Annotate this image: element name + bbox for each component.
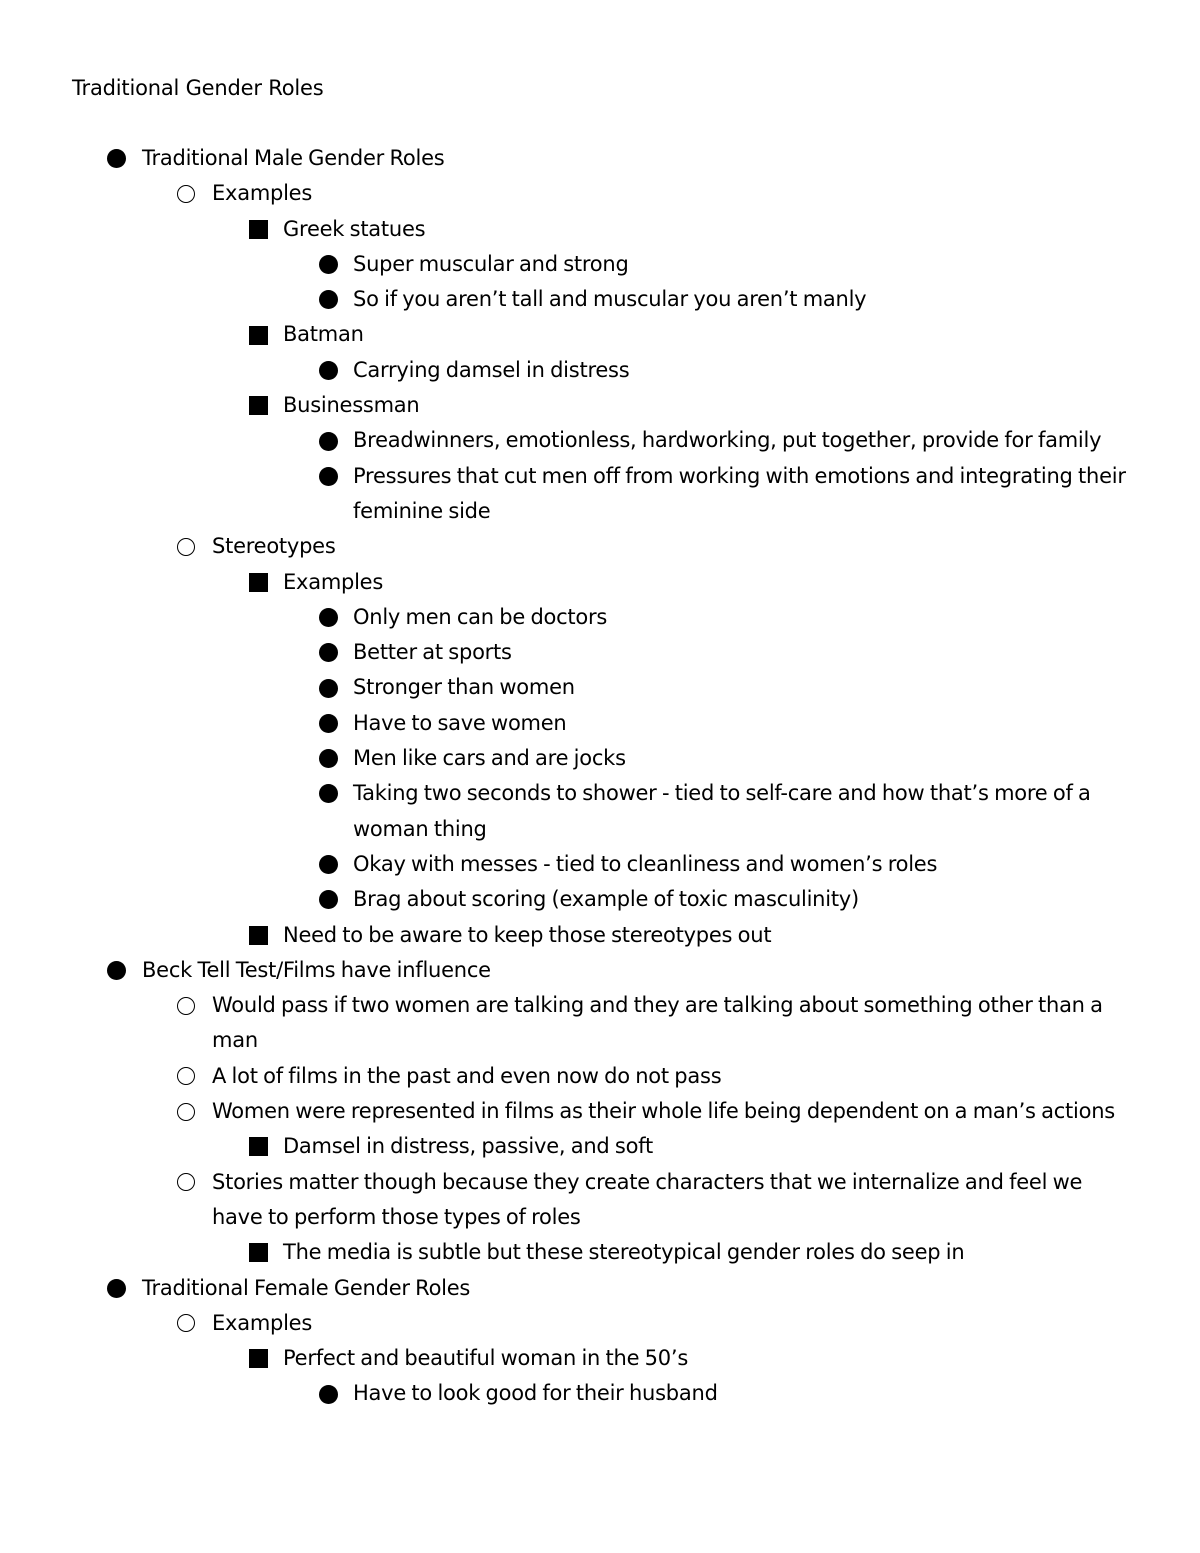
outline-item-level-2 bbox=[212, 1094, 1132, 1129]
bullet-marker bbox=[319, 353, 338, 388]
bullet-marker bbox=[249, 1129, 268, 1164]
square-icon bbox=[249, 926, 268, 945]
outline-item-text: Women were represented in films as their whole life being dependent on a man’s actions bbox=[212, 1099, 1115, 1124]
disc-icon bbox=[107, 961, 126, 980]
bullet-marker bbox=[319, 670, 338, 705]
circle-icon bbox=[177, 538, 195, 556]
disc-icon bbox=[107, 1279, 126, 1298]
outline-item-level-4 bbox=[353, 1376, 1143, 1411]
square-icon bbox=[249, 326, 268, 345]
disc-icon bbox=[319, 361, 338, 380]
outline-item-level-1 bbox=[142, 141, 1142, 176]
outline-item-level-4 bbox=[353, 670, 1143, 705]
bullet-marker bbox=[319, 459, 338, 494]
bulleted-outline bbox=[0, 141, 1200, 1412]
bullet-marker bbox=[319, 423, 338, 458]
outline-item-level-4 bbox=[353, 282, 1143, 317]
disc-icon bbox=[319, 643, 338, 662]
disc-icon bbox=[319, 1385, 338, 1404]
bullet-marker bbox=[319, 847, 338, 882]
bullet-marker bbox=[319, 247, 338, 282]
circle-icon bbox=[177, 185, 195, 203]
outline-item-text: Would pass if two women are talking and they are talking about something other than a man bbox=[212, 993, 1103, 1053]
bullet-marker bbox=[319, 741, 338, 776]
bullet-marker bbox=[319, 706, 338, 741]
circle-icon bbox=[177, 997, 195, 1015]
outline-item-text: Need to be aware to keep those stereotypes out bbox=[283, 922, 772, 947]
outline-item-level-4 bbox=[353, 706, 1143, 741]
bullet-marker bbox=[319, 635, 338, 670]
outline-item-text: Perfect and beautiful woman in the 50’s bbox=[283, 1346, 689, 1371]
outline-item-level-2 bbox=[212, 1306, 1132, 1341]
disc-icon bbox=[319, 467, 338, 486]
bullet-marker bbox=[319, 1376, 338, 1411]
outline-item-text: Damsel in distress, passive, and soft bbox=[283, 1134, 653, 1159]
bullet-marker bbox=[319, 600, 338, 635]
outline-item-text: So if you aren’t tall and muscular you aren’t manly bbox=[353, 287, 867, 312]
outline-item-text: Have to look good for their husband bbox=[353, 1381, 718, 1406]
outline-item-level-2 bbox=[212, 1059, 1132, 1094]
outline-item-text: Taking two seconds to shower - tied to self-care and how that’s more of a woman thing bbox=[353, 781, 1091, 841]
disc-icon bbox=[319, 890, 338, 909]
outline-item-level-3 bbox=[283, 388, 1133, 423]
outline-item-level-2 bbox=[212, 1165, 1132, 1236]
outline-item-level-3 bbox=[283, 1129, 1133, 1164]
outline-item-level-4 bbox=[353, 459, 1143, 530]
disc-icon bbox=[319, 255, 338, 274]
outline-item-text: Traditional Female Gender Roles bbox=[142, 1275, 471, 1300]
square-icon bbox=[249, 220, 268, 239]
bullet-marker bbox=[107, 953, 126, 988]
outline-item-text: Carrying damsel in distress bbox=[353, 357, 630, 382]
outline-item-text: Stereotypes bbox=[212, 534, 336, 559]
outline-item-level-1 bbox=[142, 1271, 1142, 1306]
outline-item-level-3 bbox=[283, 317, 1133, 352]
circle-icon bbox=[177, 1067, 195, 1085]
bullet-marker bbox=[319, 776, 338, 811]
outline-item-level-3 bbox=[283, 565, 1133, 600]
disc-icon bbox=[107, 149, 126, 168]
outline-item-text: Stronger than women bbox=[353, 675, 575, 700]
outline-item-level-3 bbox=[283, 1235, 1133, 1270]
outline-item-text: A lot of films in the past and even now do not pass bbox=[212, 1063, 722, 1088]
bullet-marker bbox=[177, 988, 195, 1023]
outline-item-text: Only men can be doctors bbox=[353, 604, 608, 629]
square-icon bbox=[249, 1243, 268, 1262]
outline-item-text: Beck Tell Test/Films have influence bbox=[142, 957, 491, 982]
bullet-marker bbox=[249, 565, 268, 600]
outline-item-text: Examples bbox=[283, 569, 384, 594]
outline-item-text: Examples bbox=[212, 181, 313, 206]
outline-item-level-4 bbox=[353, 247, 1143, 282]
document-title: Traditional Gender Roles bbox=[72, 76, 324, 100]
circle-icon bbox=[177, 1173, 195, 1191]
outline-item-level-1 bbox=[142, 953, 1142, 988]
disc-icon bbox=[319, 679, 338, 698]
outline-item-level-4 bbox=[353, 635, 1143, 670]
outline-item-level-4 bbox=[353, 882, 1143, 917]
outline-item-text: Breadwinners, emotionless, hardworking, put together, provide for family bbox=[353, 428, 1102, 453]
bullet-marker bbox=[249, 388, 268, 423]
bullet-marker bbox=[107, 141, 126, 176]
bullet-marker bbox=[177, 1094, 195, 1129]
disc-icon bbox=[319, 432, 338, 451]
outline-item-level-4 bbox=[353, 600, 1143, 635]
square-icon bbox=[249, 1349, 268, 1368]
disc-icon bbox=[319, 608, 338, 627]
square-icon bbox=[249, 573, 268, 592]
outline-item-level-3 bbox=[283, 212, 1133, 247]
bullet-marker bbox=[319, 882, 338, 917]
square-icon bbox=[249, 1137, 268, 1156]
outline-item-text: Traditional Male Gender Roles bbox=[142, 146, 445, 170]
bullet-marker bbox=[177, 1306, 195, 1341]
square-icon bbox=[249, 396, 268, 415]
outline-item-level-4 bbox=[353, 776, 1143, 847]
bullet-marker bbox=[107, 1271, 126, 1306]
outline-item-text: Businessman bbox=[283, 393, 420, 418]
bullet-marker bbox=[177, 529, 195, 564]
outline-item-text: Have to save women bbox=[353, 710, 567, 735]
bullet-marker bbox=[249, 918, 268, 953]
outline-item-level-4 bbox=[353, 353, 1143, 388]
outline-item-text: Brag about scoring (example of toxic masculinity) bbox=[353, 887, 859, 912]
disc-icon bbox=[319, 749, 338, 768]
outline-item-level-2 bbox=[212, 529, 1132, 564]
bullet-marker bbox=[177, 176, 195, 211]
bullet-marker bbox=[249, 1341, 268, 1376]
outline-item-level-2 bbox=[212, 988, 1132, 1059]
outline-item-level-4 bbox=[353, 423, 1143, 458]
outline-item-text: The media is subtle but these stereotypical gender roles do seep in bbox=[283, 1240, 965, 1265]
disc-icon bbox=[319, 784, 338, 803]
disc-icon bbox=[319, 855, 338, 874]
outline-item-level-4 bbox=[353, 741, 1143, 776]
outline-item-level-2 bbox=[212, 176, 1132, 211]
outline-item-text: Men like cars and are jocks bbox=[353, 746, 626, 771]
bullet-marker bbox=[249, 317, 268, 352]
circle-icon bbox=[177, 1103, 195, 1121]
bullet-marker bbox=[249, 1235, 268, 1270]
outline-item-text: Super muscular and strong bbox=[353, 251, 629, 276]
disc-icon bbox=[319, 714, 338, 733]
outline-item-text: Okay with messes - tied to cleanliness and women’s roles bbox=[353, 851, 938, 876]
outline-item-level-3 bbox=[283, 1341, 1133, 1376]
bullet-marker bbox=[177, 1165, 195, 1200]
circle-icon bbox=[177, 1314, 195, 1332]
outline-item-level-3 bbox=[283, 918, 1133, 953]
disc-icon bbox=[319, 290, 338, 309]
bullet-marker bbox=[177, 1059, 195, 1094]
outline-item-text: Examples bbox=[212, 1310, 313, 1335]
bullet-marker bbox=[319, 282, 338, 317]
outline-item-text: Batman bbox=[283, 322, 364, 347]
bullet-marker bbox=[249, 212, 268, 247]
outline-item-text: Greek statues bbox=[283, 216, 426, 241]
outline-item-text: Stories matter though because they create characters that we internalize and feel we have to perform those types of roles bbox=[212, 1169, 1083, 1229]
outline-item-text: Better at sports bbox=[353, 640, 512, 665]
outline-item-text: Pressures that cut men off from working with emotions and integrating their feminine side bbox=[353, 463, 1126, 523]
outline-item-level-4 bbox=[353, 847, 1143, 882]
